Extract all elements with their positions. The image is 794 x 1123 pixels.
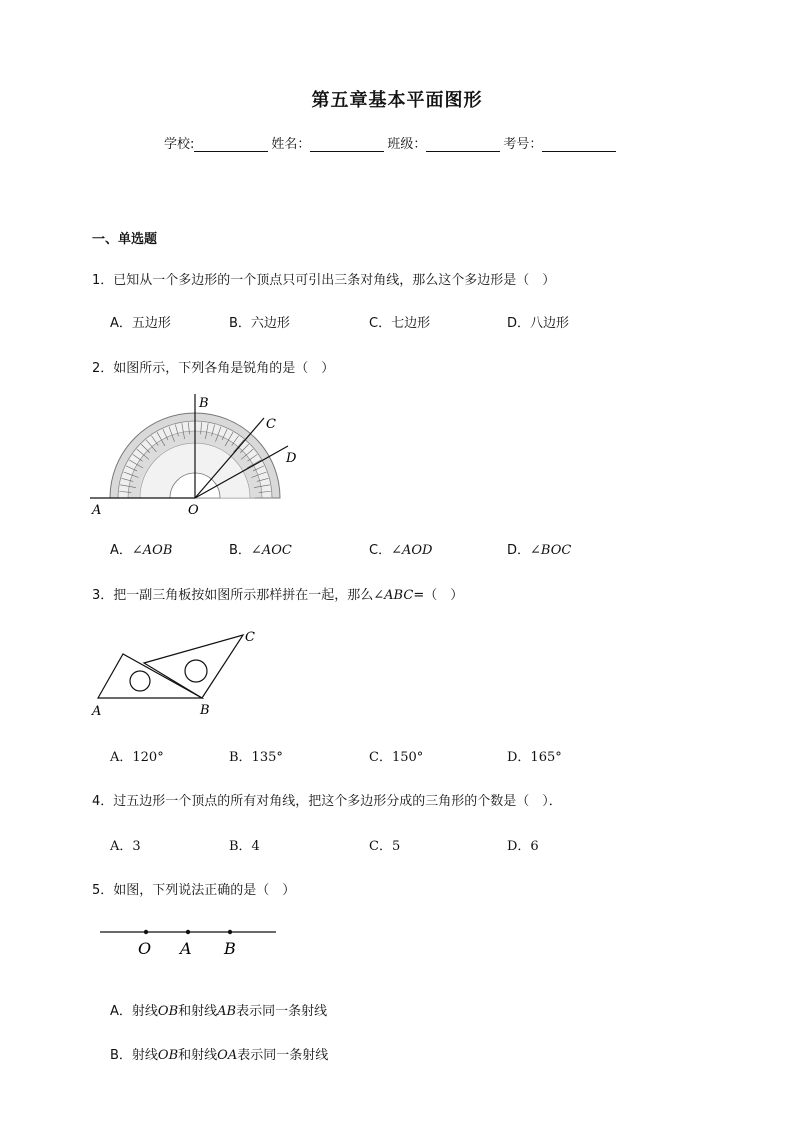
q4-option-d[interactable]: D．6 (507, 839, 539, 854)
school-label: 学校: (164, 137, 195, 152)
label-d: D (286, 451, 297, 466)
q3-option-c[interactable]: C．150° (369, 750, 424, 765)
q4-option-b[interactable]: B．4 (229, 839, 260, 854)
label-b: B (199, 396, 209, 411)
q2-option-c[interactable] (369, 539, 432, 558)
question-text: =（ ） (413, 588, 464, 603)
option-prefix: A． (110, 543, 132, 558)
question-4: 4．过五边形一个顶点的所有对角线，把这个多边形分成的三角形的个数是（ ）． (92, 794, 562, 809)
q4-option-a[interactable]: A．3 (110, 839, 141, 854)
question-2: 2．如图所示，下列各角是锐角的是（ ） (92, 361, 335, 376)
ray-label: OB (157, 1004, 179, 1019)
angle-label: ∠AOB (131, 543, 173, 558)
angle-label: ∠AOD (391, 543, 433, 558)
class-field[interactable] (426, 137, 500, 152)
school-field[interactable] (194, 137, 268, 152)
q4-option-c[interactable]: C．5 (369, 839, 401, 854)
student-info (164, 133, 618, 152)
label-a: A (92, 704, 102, 719)
q1-option-a[interactable]: A．五边形 (110, 316, 171, 331)
q2-option-a[interactable] (110, 539, 172, 558)
q1-option-d[interactable]: D．八边形 (507, 316, 570, 331)
question-text: 3．把一副三角板按如图所示那样拼在一起，那么 (92, 588, 374, 603)
option-text: 和射线 (178, 1004, 218, 1019)
angle-label: ∠AOC (250, 543, 292, 558)
number-field[interactable] (542, 137, 616, 152)
label-b: B (200, 703, 210, 718)
number-label: 考号： (503, 137, 543, 152)
ray-label: OA (217, 1048, 238, 1063)
question-5: 5．如图，下列说法正确的是（ ） (92, 883, 296, 898)
angle-label: ∠ABC (373, 588, 414, 603)
q1-option-c[interactable]: C．七边形 (369, 316, 431, 331)
option-text: 表示同一条射线 (237, 1048, 329, 1063)
name-label: 姓名： (271, 137, 311, 152)
q2-option-b[interactable] (229, 539, 292, 558)
q3-option-d[interactable]: D．165° (507, 750, 562, 765)
option-prefix: A．射线 (110, 1004, 158, 1019)
ray-figure (96, 920, 286, 962)
option-text: 表示同一条射线 (236, 1004, 328, 1019)
option-prefix: B． (229, 543, 251, 558)
class-label: 班级： (387, 137, 427, 152)
q2-option-d[interactable] (507, 539, 571, 558)
section-heading: 一、单选题 (92, 232, 158, 247)
label-c: C (266, 417, 276, 432)
ray-label: AB (217, 1004, 237, 1019)
q3-option-a[interactable]: A．120° (110, 750, 164, 765)
q3-option-b[interactable]: B．135° (229, 750, 283, 765)
q1-option-b[interactable]: B．六边形 (229, 316, 290, 331)
q5-option-b[interactable] (110, 1044, 328, 1063)
label-b: B (224, 939, 236, 958)
name-field[interactable] (310, 137, 384, 152)
question-3 (92, 584, 463, 603)
label-o: O (138, 939, 152, 958)
question-1: 1．已知从一个多边形的一个顶点只可引出三条对角线，那么这个多边形是（ ） (92, 273, 556, 288)
protractor-figure (88, 390, 318, 520)
option-prefix: B．射线 (110, 1048, 158, 1063)
label-a: A (92, 503, 102, 518)
option-prefix: D． (507, 543, 531, 558)
triangles-figure (88, 625, 268, 720)
q5-option-a[interactable] (110, 1000, 327, 1019)
label-o: O (188, 503, 199, 518)
angle-label: ∠BOC (530, 543, 572, 558)
option-text: 和射线 (178, 1048, 218, 1063)
label-c: C (245, 630, 255, 645)
option-prefix: C． (369, 543, 392, 558)
page-title: 第五章基本平面图形 (311, 90, 483, 111)
ray-label: OB (157, 1048, 179, 1063)
label-a: A (180, 939, 192, 958)
